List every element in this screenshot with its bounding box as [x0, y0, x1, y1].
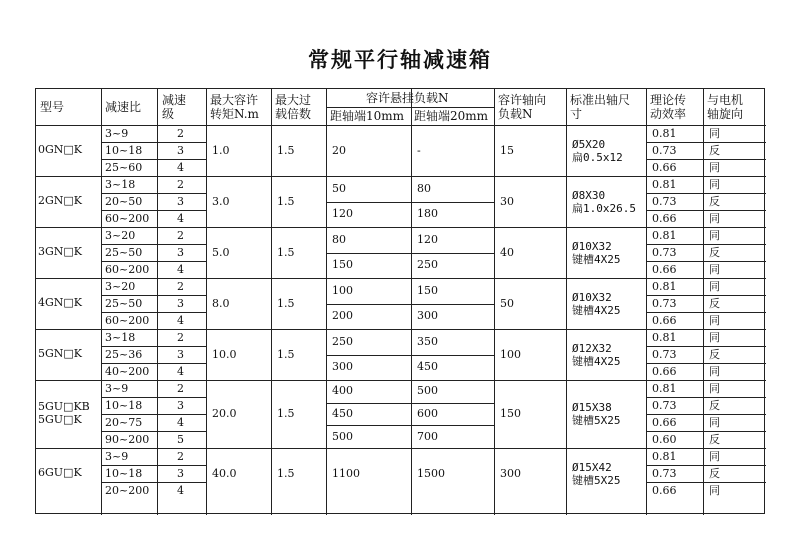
load-divider — [326, 355, 494, 356]
column-divider — [646, 89, 647, 515]
speed-ratio-cell: 25~50 — [105, 297, 143, 310]
shaft-size-cell: 扁0.5x12 — [572, 151, 623, 164]
direction-cell: 同 — [709, 212, 720, 225]
model-cell: 5GU□KB — [38, 400, 90, 413]
header-overload: 载倍数 — [275, 107, 312, 121]
speed-ratio-cell: 3~20 — [105, 280, 136, 293]
model-cell: 0GN□K — [38, 143, 83, 156]
max-torque-cell: 8.0 — [212, 296, 230, 310]
axial-load-cell: 40 — [500, 245, 514, 259]
max-torque-cell: 10.0 — [212, 347, 237, 361]
overload-cell: 1.5 — [277, 143, 295, 157]
radial-load-10mm-cell: 80 — [332, 232, 346, 246]
row-divider — [101, 210, 206, 211]
radial-load-10mm-cell: 1100 — [332, 466, 360, 480]
row-divider — [101, 142, 206, 143]
row-divider — [101, 244, 206, 245]
row-divider — [646, 397, 766, 398]
direction-cell: 同 — [709, 484, 720, 497]
radial-load-10mm-cell: 400 — [332, 384, 353, 398]
stage-cell: 4 — [177, 212, 184, 225]
direction-cell: 同 — [709, 331, 720, 344]
speed-ratio-cell: 20~200 — [105, 484, 150, 497]
stage-cell: 5 — [177, 433, 184, 446]
group-divider — [36, 329, 766, 330]
stage-cell: 4 — [177, 161, 184, 174]
header-max-torque: 转矩N.m — [210, 107, 259, 121]
shaft-size-cell: Ø15X38 — [572, 401, 612, 414]
efficiency-cell: 0.66 — [652, 161, 677, 174]
shaft-size-cell: Ø15X42 — [572, 461, 612, 474]
stage-cell: 2 — [177, 331, 184, 344]
direction-cell: 反 — [709, 467, 720, 480]
load-divider — [326, 403, 494, 404]
stage-cell: 4 — [177, 365, 184, 378]
column-divider — [206, 89, 207, 515]
speed-ratio-cell: 25~60 — [105, 161, 143, 174]
group-divider — [36, 227, 766, 228]
row-divider — [101, 431, 206, 432]
row-divider — [646, 261, 766, 262]
axial-load-cell: 15 — [500, 143, 514, 157]
shaft-size-cell: Ø12X32 — [572, 342, 612, 355]
speed-ratio-cell: 3~18 — [105, 178, 136, 191]
radial-load-10mm-cell: 100 — [332, 283, 353, 297]
axial-load-cell: 30 — [500, 194, 514, 208]
spec-table — [35, 88, 765, 514]
radial-load-20mm-cell: - — [417, 143, 421, 157]
stage-cell: 3 — [177, 144, 184, 157]
overload-cell: 1.5 — [277, 245, 295, 259]
column-divider — [101, 89, 102, 515]
stage-cell: 2 — [177, 280, 184, 293]
efficiency-cell: 0.73 — [652, 246, 677, 259]
row-divider — [646, 295, 766, 296]
row-divider — [101, 414, 206, 415]
row-divider — [101, 193, 206, 194]
speed-ratio-cell: 60~200 — [105, 314, 150, 327]
speed-ratio-cell: 3~18 — [105, 331, 136, 344]
radial-load-20mm-cell: 600 — [417, 407, 438, 420]
overload-cell: 1.5 — [277, 347, 295, 361]
header-shaft-size: 标准出轴尺 — [570, 93, 631, 107]
efficiency-cell: 0.66 — [652, 484, 677, 497]
direction-cell: 反 — [709, 348, 720, 361]
group-divider — [36, 278, 766, 279]
model-cell: 4GN□K — [38, 296, 83, 309]
direction-cell: 同 — [709, 178, 720, 191]
direction-cell: 反 — [709, 246, 720, 259]
efficiency-cell: 0.81 — [652, 178, 677, 191]
load-divider — [326, 253, 494, 254]
efficiency-cell: 0.73 — [652, 399, 677, 412]
row-divider — [101, 363, 206, 364]
row-divider — [101, 261, 206, 262]
efficiency-cell: 0.60 — [652, 433, 677, 446]
axial-load-cell: 300 — [500, 466, 521, 480]
stage-cell: 3 — [177, 467, 184, 480]
header-direction: 与电机 — [707, 93, 744, 107]
header-radial-load: 容许悬挂负载N — [366, 91, 449, 105]
radial-load-20mm-cell: 350 — [417, 334, 438, 348]
row-divider — [646, 210, 766, 211]
max-torque-cell: 20.0 — [212, 407, 237, 420]
page-title: 常规平行轴减速箱 — [308, 48, 492, 72]
radial-load-20mm-cell: 700 — [417, 429, 438, 443]
header-shaft-size: 寸 — [570, 107, 583, 121]
efficiency-cell: 0.66 — [652, 416, 677, 429]
header-overload: 最大过 — [275, 93, 312, 107]
shaft-size-cell: 键槽5X25 — [572, 414, 621, 427]
load-divider — [326, 425, 494, 426]
row-divider — [646, 142, 766, 143]
model-cell: 2GN□K — [38, 194, 83, 207]
max-torque-cell: 1.0 — [212, 143, 230, 157]
stage-cell: 2 — [177, 450, 184, 463]
stage-cell: 3 — [177, 297, 184, 310]
header-subdivider — [326, 107, 494, 108]
model-cell: 6GU□K — [38, 466, 82, 479]
shaft-size-cell: Ø10X32 — [572, 240, 612, 253]
efficiency-cell: 0.81 — [652, 229, 677, 242]
column-divider — [494, 89, 495, 515]
header-stage: 级 — [162, 107, 175, 121]
header-radial-20mm: 距轴端20mm — [414, 109, 489, 123]
header-axial-load: 负载N — [498, 107, 533, 121]
speed-ratio-cell: 25~50 — [105, 246, 143, 259]
speed-ratio-cell: 60~200 — [105, 263, 150, 276]
group-divider — [36, 176, 766, 177]
direction-cell: 同 — [709, 365, 720, 378]
stage-cell: 2 — [177, 229, 184, 242]
speed-ratio-cell: 3~9 — [105, 382, 129, 395]
row-divider — [646, 465, 766, 466]
model-cell: 5GN□K — [38, 347, 83, 360]
shaft-size-cell: 键槽5X25 — [572, 474, 621, 487]
max-torque-cell: 40.0 — [212, 466, 237, 480]
speed-ratio-cell: 20~50 — [105, 195, 143, 208]
row-divider — [101, 465, 206, 466]
radial-load-10mm-cell: 500 — [332, 429, 353, 443]
direction-cell: 反 — [709, 195, 720, 208]
overload-cell: 1.5 — [277, 194, 295, 208]
speed-ratio-cell: 10~18 — [105, 467, 143, 480]
row-divider — [646, 193, 766, 194]
row-divider — [646, 244, 766, 245]
radial-load-10mm-cell: 250 — [332, 334, 353, 348]
direction-cell: 反 — [709, 297, 720, 310]
radial-load-20mm-cell: 300 — [417, 309, 438, 323]
column-divider — [411, 89, 412, 515]
shaft-size-cell: 键槽4X25 — [572, 304, 621, 317]
header-max-torque: 最大容许 — [210, 93, 259, 107]
efficiency-cell: 0.81 — [652, 280, 677, 293]
radial-load-20mm-cell: 450 — [417, 360, 438, 374]
header-efficiency: 动效率 — [650, 107, 687, 121]
column-divider — [271, 89, 272, 515]
header-stage: 减速 — [162, 93, 187, 107]
radial-load-10mm-cell: 50 — [332, 181, 346, 195]
axial-load-cell: 150 — [500, 407, 521, 420]
stage-cell: 4 — [177, 263, 184, 276]
stage-cell: 3 — [177, 348, 184, 361]
stage-cell: 3 — [177, 246, 184, 259]
efficiency-cell: 0.73 — [652, 467, 677, 480]
row-divider — [101, 482, 206, 483]
column-divider — [157, 89, 158, 515]
direction-cell: 同 — [709, 382, 720, 395]
load-divider — [326, 304, 494, 305]
direction-cell: 同 — [709, 127, 720, 140]
speed-ratio-cell: 40~200 — [105, 365, 150, 378]
efficiency-cell: 0.81 — [652, 382, 677, 395]
radial-load-20mm-cell: 1500 — [417, 466, 445, 480]
header-speed-ratio: 减速比 — [105, 100, 142, 114]
column-divider — [566, 89, 567, 515]
efficiency-cell: 0.81 — [652, 127, 677, 140]
stage-cell: 4 — [177, 314, 184, 327]
stage-cell: 2 — [177, 127, 184, 140]
speed-ratio-cell: 3~20 — [105, 229, 136, 242]
group-divider — [36, 448, 766, 449]
max-torque-cell: 3.0 — [212, 194, 230, 208]
axial-load-cell: 100 — [500, 347, 521, 361]
stage-cell: 3 — [177, 399, 184, 412]
stage-cell: 2 — [177, 178, 184, 191]
header-direction: 轴旋向 — [707, 107, 744, 121]
shaft-size-cell: Ø10X32 — [572, 291, 612, 304]
shaft-size-cell: Ø8X30 — [572, 189, 606, 202]
row-divider — [646, 482, 766, 483]
group-divider — [36, 380, 766, 381]
radial-load-10mm-cell: 20 — [332, 143, 346, 157]
stage-cell: 3 — [177, 195, 184, 208]
direction-cell: 同 — [709, 314, 720, 327]
direction-cell: 同 — [709, 280, 720, 293]
direction-cell: 同 — [709, 229, 720, 242]
speed-ratio-cell: 10~18 — [105, 144, 143, 157]
stage-cell: 4 — [177, 416, 184, 429]
stage-cell: 4 — [177, 484, 184, 497]
shaft-size-cell: 扁1.0x26.5 — [572, 202, 636, 215]
direction-cell: 同 — [709, 161, 720, 174]
row-divider — [646, 346, 766, 347]
header-axial-load: 容许轴向 — [498, 93, 547, 107]
direction-cell: 同 — [709, 263, 720, 276]
speed-ratio-cell: 25~36 — [105, 348, 143, 361]
efficiency-cell: 0.73 — [652, 297, 677, 310]
radial-load-20mm-cell: 150 — [417, 283, 438, 297]
radial-load-20mm-cell: 80 — [417, 181, 431, 195]
model-cell: 5GU□K — [38, 413, 82, 426]
efficiency-cell: 0.73 — [652, 195, 677, 208]
efficiency-cell: 0.81 — [652, 450, 677, 463]
overload-cell: 1.5 — [277, 466, 295, 480]
efficiency-cell: 0.66 — [652, 263, 677, 276]
speed-ratio-cell: 10~18 — [105, 399, 143, 412]
row-divider — [646, 431, 766, 432]
model-cell: 3GN□K — [38, 245, 83, 258]
shaft-size-cell: 键槽4X25 — [572, 355, 621, 368]
efficiency-cell: 0.73 — [652, 144, 677, 157]
radial-load-20mm-cell: 250 — [417, 258, 438, 272]
column-divider — [326, 89, 327, 515]
direction-cell: 反 — [709, 144, 720, 157]
header-model: 型号 — [40, 100, 65, 114]
radial-load-10mm-cell: 200 — [332, 309, 353, 323]
direction-cell: 同 — [709, 450, 720, 463]
row-divider — [101, 346, 206, 347]
stage-cell: 2 — [177, 382, 184, 395]
efficiency-cell: 0.81 — [652, 331, 677, 344]
efficiency-cell: 0.66 — [652, 314, 677, 327]
row-divider — [101, 312, 206, 313]
overload-cell: 1.5 — [277, 407, 295, 420]
column-divider — [703, 89, 704, 515]
speed-ratio-cell: 60~200 — [105, 212, 150, 225]
radial-load-10mm-cell: 300 — [332, 360, 353, 374]
row-divider — [646, 363, 766, 364]
direction-cell: 反 — [709, 433, 720, 446]
row-divider — [646, 159, 766, 160]
row-divider — [101, 295, 206, 296]
speed-ratio-cell: 3~9 — [105, 127, 129, 140]
load-divider — [326, 202, 494, 203]
overload-cell: 1.5 — [277, 296, 295, 310]
header-divider — [36, 125, 766, 126]
max-torque-cell: 5.0 — [212, 245, 230, 259]
radial-load-20mm-cell: 500 — [417, 384, 438, 398]
header-efficiency: 理论传 — [650, 93, 687, 107]
direction-cell: 反 — [709, 399, 720, 412]
row-divider — [646, 414, 766, 415]
shaft-size-cell: 键槽4X25 — [572, 253, 621, 266]
radial-load-10mm-cell: 450 — [332, 407, 353, 420]
speed-ratio-cell: 20~75 — [105, 416, 143, 429]
row-divider — [101, 159, 206, 160]
efficiency-cell: 0.73 — [652, 348, 677, 361]
speed-ratio-cell: 3~9 — [105, 450, 129, 463]
efficiency-cell: 0.66 — [652, 212, 677, 225]
direction-cell: 同 — [709, 416, 720, 429]
axial-load-cell: 50 — [500, 296, 514, 310]
radial-load-10mm-cell: 120 — [332, 207, 353, 221]
shaft-size-cell: Ø5X20 — [572, 138, 606, 151]
header-radial-10mm: 距轴端10mm — [330, 109, 405, 123]
radial-load-20mm-cell: 180 — [417, 207, 438, 221]
row-divider — [101, 397, 206, 398]
efficiency-cell: 0.66 — [652, 365, 677, 378]
radial-load-20mm-cell: 120 — [417, 232, 438, 246]
row-divider — [646, 312, 766, 313]
radial-load-10mm-cell: 150 — [332, 258, 353, 272]
speed-ratio-cell: 90~200 — [105, 433, 150, 446]
